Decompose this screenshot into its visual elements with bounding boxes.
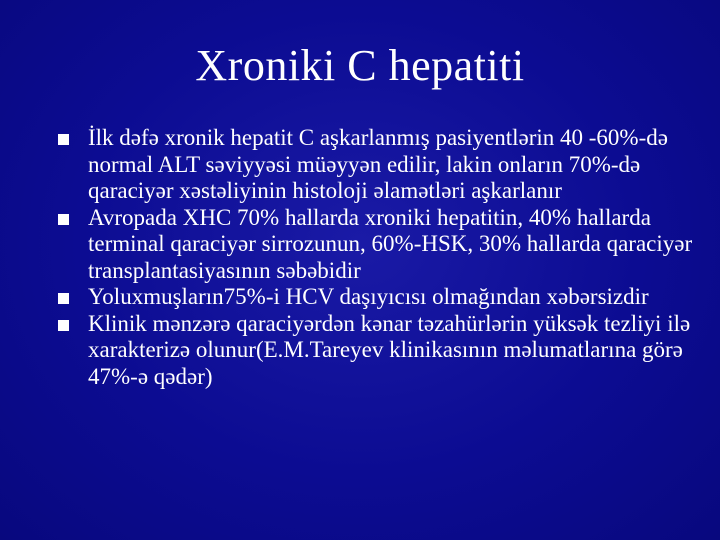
bullet-text: İlk dəfə xronik hepatit C aşkarlanmış pasiyentlərin 40 -60%-də normal ALT səviyyəsi müəyyən edilir, lakin onların 70%-də qaraciyər xəstəliyinin histoloji əlamətləri aşkarlanır [88, 125, 668, 203]
square-bullet-icon [58, 320, 69, 331]
bullet-text: Avropada XHC 70% hallarda xroniki hepatitin, 40% hallarda terminal qaraciyər sirrozunun, 60%-HSK, 30% hallarda qaraciyər transplantasiyasının səbəbidir [88, 204, 693, 283]
bullet-item [58, 125, 698, 205]
square-bullet-icon [58, 214, 69, 225]
bullet-item [58, 205, 698, 285]
square-bullet-icon [58, 134, 69, 145]
slide-title: Xroniki C hepatiti [195, 41, 525, 90]
bullet-text: Yoluxmuşların75%-i HCV daşıyıcısı olmağından xəbərsizdir [88, 284, 649, 309]
bullet-item [58, 284, 698, 311]
bullet-list [58, 125, 698, 390]
bullet-item [58, 311, 698, 391]
bullet-text: Klinik mənzərə qaraciyərdən kənar təzahürlərin yüksək tezliyi ilə xarakterizə olunur(E.M.Tareyev klinikasının məlumatlarına görə 47%-ə qədər) [88, 310, 691, 389]
square-bullet-icon [58, 293, 69, 304]
